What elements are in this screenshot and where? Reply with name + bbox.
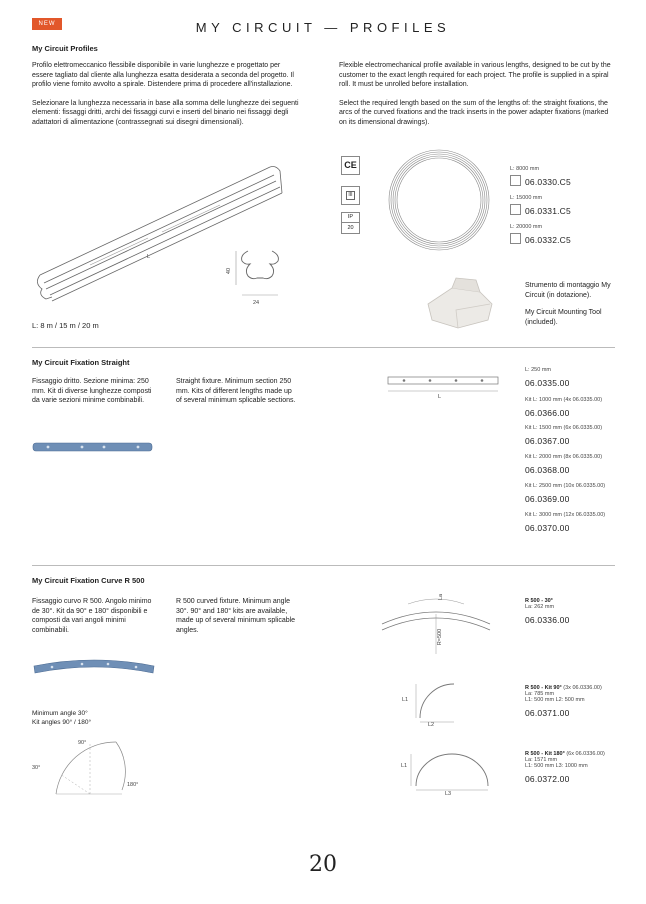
angle-180-label: 180°	[127, 782, 139, 788]
straight-variant-code: 06.0368.00	[525, 465, 570, 475]
profile-dimension-L: L	[147, 254, 151, 260]
curve-text-it	[32, 597, 154, 635]
straight-variant-length: Kit L: 1500 mm (6x 06.0335.00)	[525, 425, 603, 431]
curve-kit90-drawing	[412, 680, 472, 724]
mounting-tool-image	[418, 274, 502, 332]
class-iii-label: III	[348, 192, 353, 198]
straight-text-en	[176, 377, 298, 406]
profile-variant-length: L: 8000 mm	[510, 166, 540, 172]
profile-variant-length: L: 15000 mm	[510, 195, 543, 201]
straight-variant	[525, 454, 602, 478]
profile-variant-15000	[510, 195, 571, 219]
profiles-it-paragraph-1: Profilo elettromeccanico flessibile disponibile in varie lunghezze e progettato per essere tagliato dal cliente alla lunghezza esatta desiderata a seconda del progetto. Il profilo viene fornito avvolto a spirale. Distendere prima di procedere all'installazione.	[32, 62, 294, 88]
profile-coil-drawing	[385, 145, 493, 255]
page-title: MY CIRCUIT — PROFILES	[195, 20, 451, 35]
profile-variant-code: 06.0330.C5	[525, 177, 571, 187]
checkbox-icon[interactable]	[510, 233, 521, 244]
straight-it-paragraph: Fissaggio dritto. Sezione minima: 250 mm. Kit di diverse lunghezze composti da varie sezioni minime combinabili.	[32, 378, 152, 404]
straight-variant	[525, 425, 602, 449]
angle-30-label: 30°	[32, 765, 41, 771]
section-divider	[32, 347, 615, 348]
curve-variant-title: R 500 - 30°	[525, 598, 553, 604]
straight-variant	[525, 483, 605, 507]
curve-variant-detail: La: 1571 mm	[525, 757, 558, 763]
straight-variant-code: 06.0370.00	[525, 523, 570, 533]
kit90-l1-dimension: L1	[402, 697, 409, 703]
straight-variant-length: Kit L: 1000 mm (4x 06.0335.00)	[525, 397, 603, 403]
curve-variant-30	[525, 598, 570, 628]
section-divider	[32, 565, 615, 566]
profile-dimension-24: 24	[253, 300, 260, 306]
profile-rail-drawing	[30, 155, 330, 315]
straight-variant-length: Kit L: 3000 mm (12x 06.0335.00)	[525, 512, 606, 518]
curve-en-paragraph: R 500 curved fixture. Minimum angle 30°. 90° and 180° kits are available, made up of several minimum splicable angles.	[176, 598, 296, 634]
curve-variant-title-note: (3x 06.0336.00)	[563, 685, 602, 691]
curve-variant-detail: La: 262 mm	[525, 604, 555, 610]
new-badge: NEW	[32, 18, 62, 30]
curve-r500-drawing	[378, 593, 498, 656]
curve-variant-title: R 500 - Kit 90°	[525, 685, 562, 691]
straight-text-it	[32, 377, 152, 406]
straight-variant-code: 06.0369.00	[525, 494, 570, 504]
mounting-tool-it: Strumento di montaggio My Circuit (in dotazione).	[525, 282, 611, 299]
curve-variant-code: 06.0372.00	[525, 774, 570, 784]
curve-angle-captions	[32, 709, 91, 727]
kit180-l1-dimension: L1	[401, 763, 408, 769]
profiles-en-paragraph-2: Select the required length based on the sum of the lengths of: the straight fixations, the arcs of the curved fixations and the track inserts in the power adapter fixations (marked on its dimensional drawings).	[339, 99, 609, 126]
profile-variant-20000	[510, 224, 571, 248]
straight-fixation-drawing	[384, 372, 504, 402]
straight-heading: My Circuit Fixation Straight	[32, 358, 130, 367]
curve-variant-code: 06.0371.00	[525, 708, 570, 718]
ip-label: IP	[342, 213, 359, 223]
mounting-tool-en: My Circuit Mounting Tool (included).	[525, 309, 602, 326]
ip-rating-icon	[341, 212, 360, 234]
curve-variant-code: 06.0336.00	[525, 615, 570, 625]
class-iii-icon	[341, 186, 360, 205]
curve-variant-detail-2: L1: 500 mm L2: 500 mm	[525, 697, 585, 703]
profile-variant-length: L: 20000 mm	[510, 224, 543, 230]
la-dimension: La	[438, 593, 445, 601]
checkbox-icon[interactable]	[510, 204, 521, 215]
r500-dimension: R=500	[437, 628, 444, 646]
profile-variant-code: 06.0331.C5	[525, 206, 571, 216]
profiles-text-en	[339, 61, 617, 127]
curve-fixation-image	[32, 656, 156, 678]
ce-mark-icon: CE	[341, 156, 360, 175]
curve-text-en	[176, 597, 298, 635]
curve-variant-title: R 500 - Kit 180°	[525, 751, 565, 757]
straight-variant-code: 06.0335.00	[525, 378, 570, 388]
straight-en-paragraph: Straight fixture. Minimum section 250 mm. Kits of different lengths made up of several minimum splicable sections.	[176, 378, 296, 404]
straight-variant-length: L: 250 mm	[525, 367, 551, 373]
profiles-it-paragraph-2: Selezionare la lunghezza necessaria in base alla somma delle lunghezze dei seguenti elementi: fissaggi dritti, archi dei fissaggi curvi e inserti del binario nei fissaggi degli adattatori di alimentazione (contrassegnati sui disegni dimensionali).	[32, 99, 299, 126]
kit180-l3-dimension: L3	[445, 791, 452, 797]
straight-variant	[525, 512, 605, 536]
page-number: 20	[309, 852, 337, 877]
straight-variant-code: 06.0366.00	[525, 408, 570, 418]
straight-variant	[525, 397, 602, 421]
min-angle-caption: Minimum angle 30°	[32, 710, 88, 717]
angle-diagram	[28, 738, 158, 796]
profiles-text-it	[32, 61, 300, 127]
profile-variant-8000	[510, 166, 571, 190]
straight-dimension-L: L	[438, 394, 442, 400]
curve-variant-detail: La: 785 mm	[525, 691, 555, 697]
straight-variant	[525, 367, 570, 391]
curve-kit180-drawing	[408, 748, 492, 792]
straight-variant-length: Kit L: 2500 mm (10x 06.0335.00)	[525, 483, 606, 489]
curve-variant-kit90	[525, 685, 602, 721]
curve-heading: My Circuit Fixation Curve R 500	[32, 576, 145, 585]
profiles-heading: My Circuit Profiles	[32, 44, 98, 53]
curve-variant-kit180	[525, 751, 605, 787]
curve-it-paragraph: Fissaggio curvo R 500. Angolo minimo de 30°. Kit da 90° e 180° disponibili e composti da vari angoli minimi combinabili.	[32, 598, 152, 634]
checkbox-icon[interactable]	[510, 175, 521, 186]
profiles-en-paragraph-1: Flexible electromechanical profile available in various lengths, designed to be cut by the customer to the exact length required for each project. The profile is supplied in a spiral roll. It must be unrolled before installation.	[339, 62, 611, 88]
straight-variant-length: Kit L: 2000 mm (8x 06.0335.00)	[525, 454, 603, 460]
kit90-l2-dimension: L2	[428, 722, 435, 728]
angle-90-label: 90°	[78, 740, 87, 746]
curve-variant-title-note: (6x 06.0336.00)	[566, 751, 605, 757]
ip-value: 20	[347, 225, 354, 231]
kit-angles-caption: Kit angles 90° / 180°	[32, 719, 92, 726]
straight-variant-code: 06.0367.00	[525, 436, 570, 446]
curve-variant-detail-2: L1: 500 mm L3: 1000 mm	[525, 763, 588, 769]
profile-variant-code: 06.0332.C5	[525, 235, 571, 245]
straight-fixation-image	[32, 440, 154, 454]
profile-dimension-40: 40	[226, 267, 233, 275]
profile-length-caption: L: 8 m / 15 m / 20 m	[32, 321, 99, 330]
mounting-tool-text	[525, 281, 620, 327]
